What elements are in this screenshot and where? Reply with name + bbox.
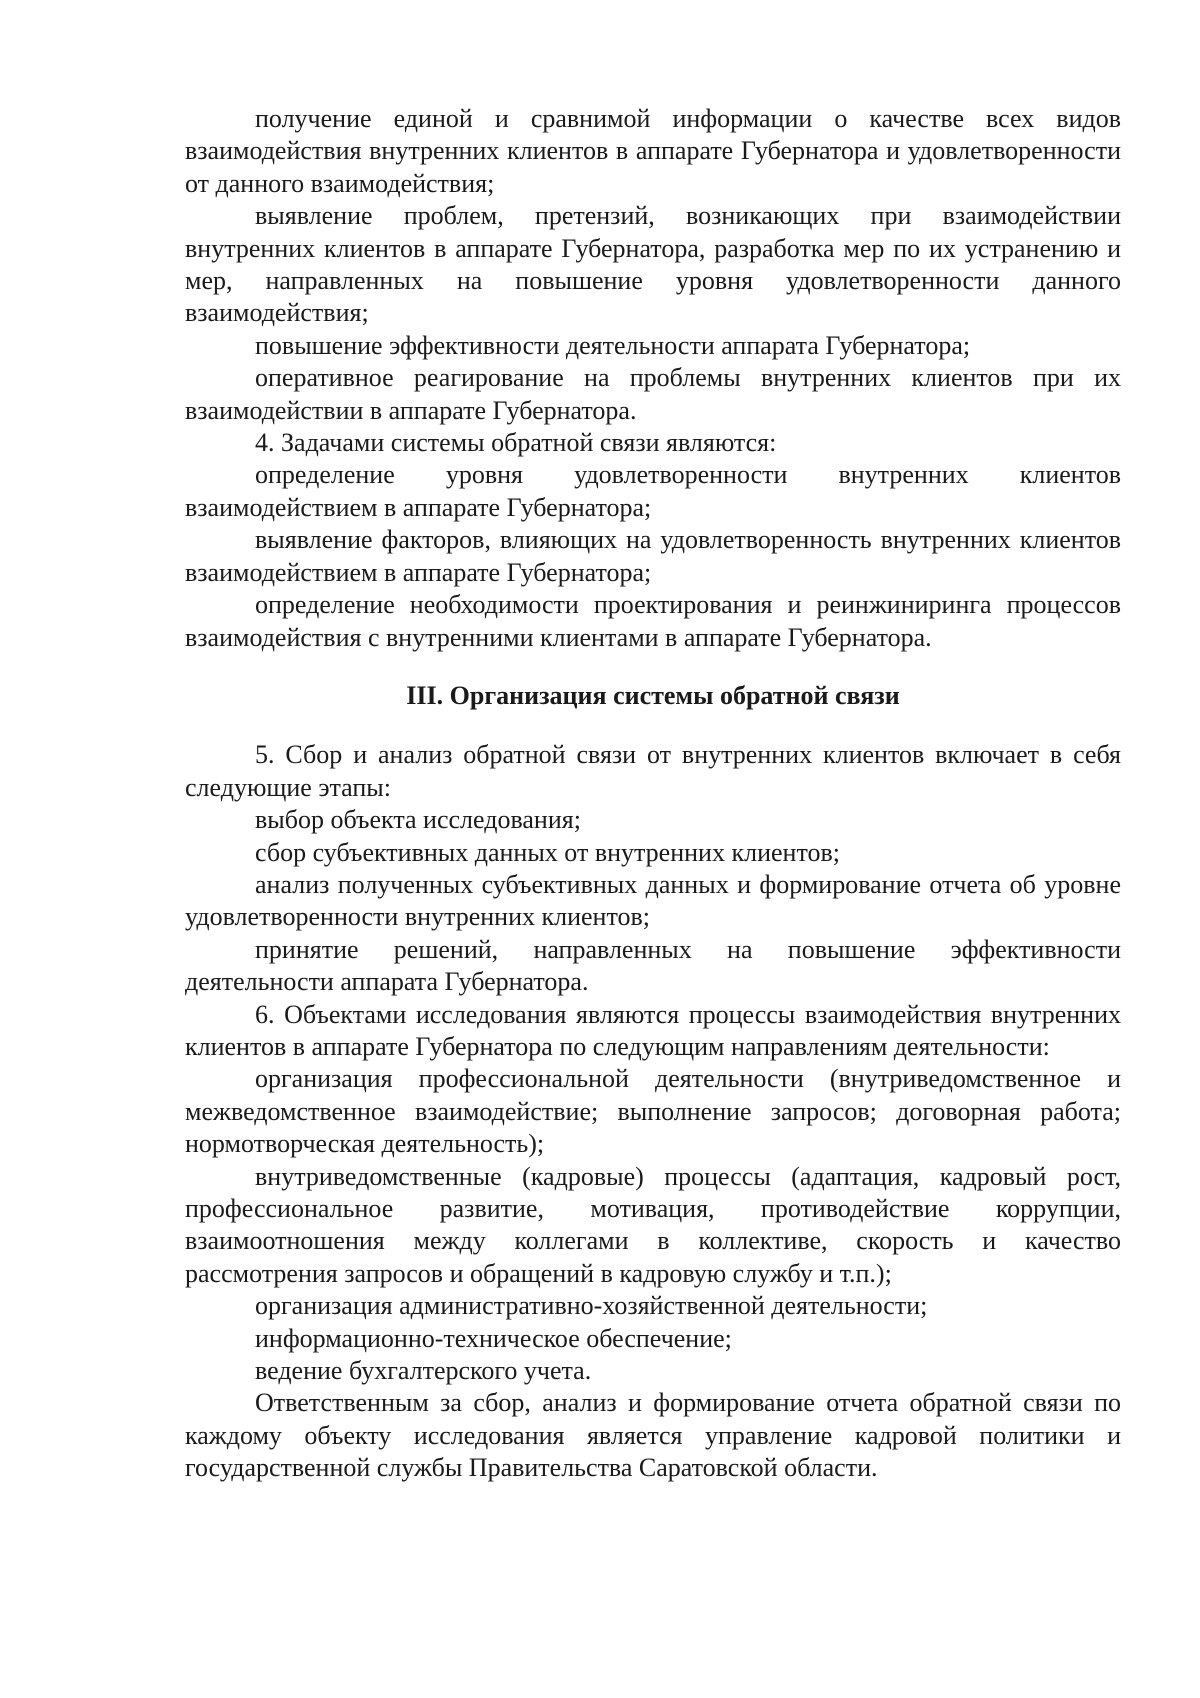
paragraph: организация административно-хозяйственной деятельности; (255, 1291, 928, 1321)
paragraph: выявление факторов, влияющих на удовлетворенность внутренних клиентов взаимодействием в аппарате Губернатора; (185, 525, 1121, 587)
paragraph: 4. Задачами системы обратной связи являются: (255, 428, 777, 458)
section-heading: III. Организация системы обратной связи (406, 680, 900, 710)
paragraph: повышение эффективности деятельности аппарата Губернатора; (255, 330, 971, 360)
paragraph: определение необходимости проектирования и реинжиниринга процессов взаимодействия с внутренними клиентами в аппарате Губернатора. (185, 590, 1121, 652)
document-body (185, 103, 1121, 1485)
paragraph: определение уровня удовлетворенности внутренних клиентов взаимодействием в аппарате Губернатора; (185, 460, 1121, 522)
paragraph: организация профессиональной деятельности (внутриведомственное и межведомственное взаимодействие; выполнение запросов; договорная работа; нормотворческая деятельность); (185, 1064, 1121, 1159)
paragraph: внутриведомственные (кадровые) процессы (адаптация, кадровый рост, профессиональное развитие, мотивация, противодействие коррупции, взаимоотношения между коллегами в коллективе, скорость и качество рассмотрения запросов и обращений в кадровую службу и т.п.); (185, 1161, 1121, 1288)
paragraph: 5. Сбор и анализ обратной связи от внутренних клиентов включает в себя следующие этапы: (185, 740, 1121, 802)
paragraph: 6. Объектами исследования являются процессы взаимодействия внутренних клиентов в аппарате Губернатора по следующим направлениям деятельности: (185, 999, 1121, 1061)
paragraph: сбор субъективных данных от внутренних клиентов; (255, 837, 840, 867)
paragraph: получение единой и сравнимой информации о качестве всех видов взаимодействия внутренних клиентов в аппарате Губернатора и удовлетворенности от данного взаимодействия; (185, 104, 1121, 198)
paragraph: оперативное реагирование на проблемы внутренних клиентов при их взаимодействии в аппарате Губернатора. (185, 363, 1121, 425)
paragraph: информационно-техническое обеспечение; (255, 1323, 732, 1353)
paragraph: принятие решений, направленных на повышение эффективности деятельности аппарата Губернатора. (185, 934, 1121, 997)
paragraph: анализ полученных субъективных данных и формирование отчета об уровне удовлетворенности внутренних клиентов; (185, 869, 1121, 932)
paragraph: Ответственным за сбор, анализ и формирование отчета обратной связи по каждому объекту исследования является управление кадровой политики и государственной службы Правительства Саратовской области. (185, 1388, 1121, 1483)
paragraph: выявление проблем, претензий, возникающих при взаимодействии внутренних клиентов в аппарате Губернатора, разработка мер по их устранению и мер, направленных на повышение уровня удовлетворенности данного взаимодействия; (185, 201, 1121, 328)
paragraph: ведение бухгалтерского учета. (255, 1356, 592, 1386)
paragraph: выбор объекта исследования; (255, 805, 581, 835)
